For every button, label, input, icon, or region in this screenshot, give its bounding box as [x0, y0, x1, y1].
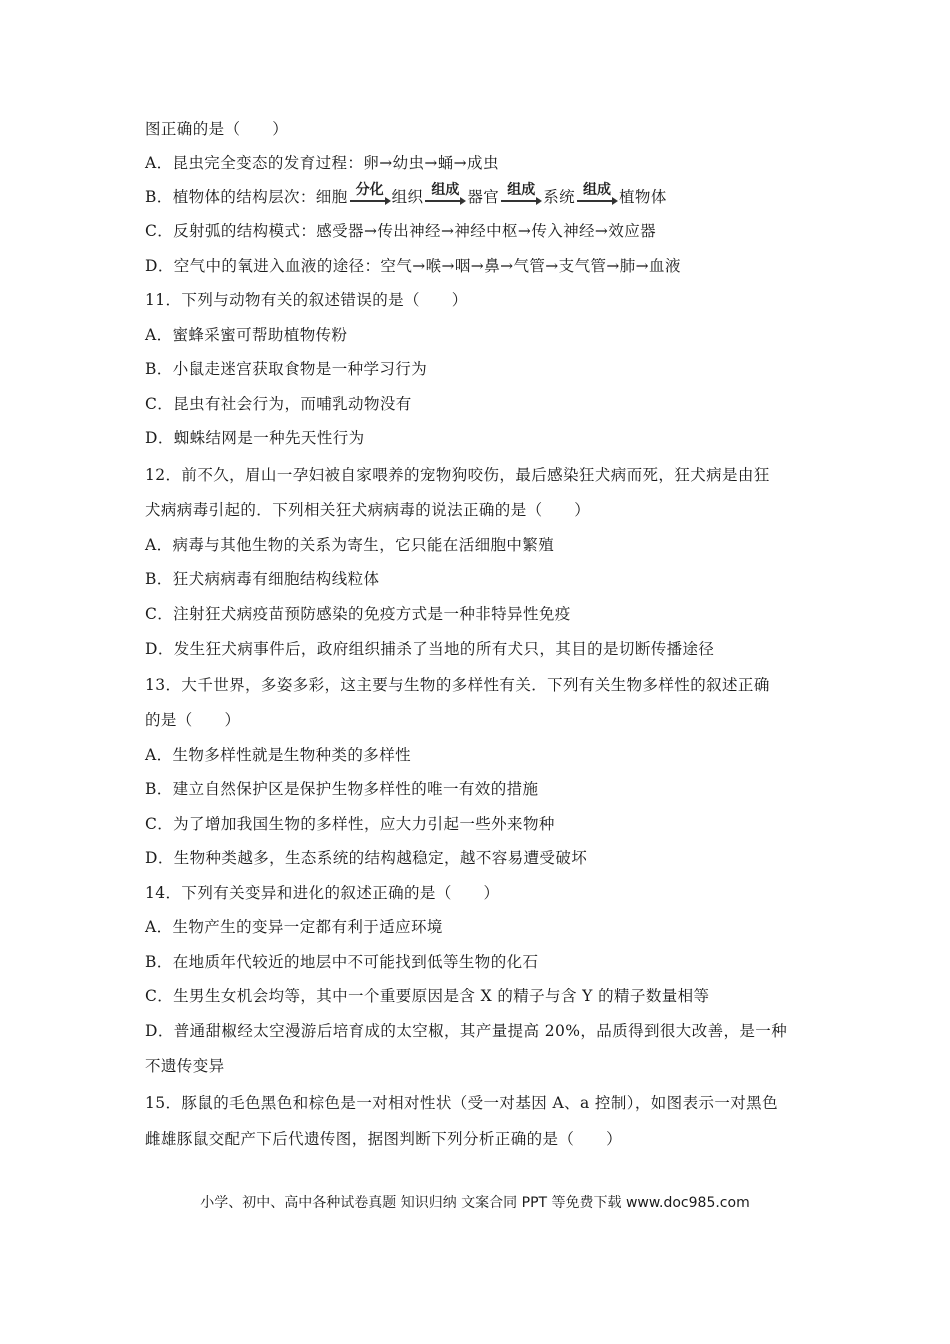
option-b-text: 系统: [543, 188, 576, 206]
option-b-text: 组织: [391, 188, 424, 206]
arrow-shaft: [501, 200, 538, 202]
option-d: D．生物种类越多，生态系统的结构越稳定，越不容易遭受破坏: [145, 849, 588, 867]
arrow-shaft: [577, 200, 614, 202]
option-b: B．狂犬病病毒有细胞结构线粒体: [145, 570, 380, 588]
arrow-right-icon: [536, 197, 542, 205]
arrow-shaft: [350, 200, 387, 202]
option-b-text: 植物体: [619, 188, 667, 206]
page-footer: 小学、初中、高中各种试卷真题 知识归纳 文案合同 PPT 等免费下载 www.doc985.com: [200, 1195, 750, 1211]
option-d-cont: 不遗传变异: [145, 1057, 225, 1075]
arrow-right-icon: [385, 197, 391, 205]
option-a: A．昆虫完全变态的发育过程：卵→幼虫→蛹→成虫: [145, 154, 499, 172]
question-12-stem: 12．前不久，眉山一孕妇被自家喂养的宠物狗咬伤，最后感染狂犬病而死，狂犬病是由狂: [145, 466, 770, 484]
compose-arrow: [575, 182, 619, 207]
question-15-stem: 15．豚鼠的毛色黑色和棕色是一对相对性状（受一对基因 A、a 控制），如图表示一对黑色: [145, 1094, 778, 1112]
option-a: A．蜜蜂采蜜可帮助植物传粉: [145, 326, 348, 344]
question-14-stem: 14．下列有关变异和进化的叙述正确的是（ ）: [145, 884, 500, 902]
arrow-label: 组成: [583, 182, 612, 198]
arrow-label: 组成: [507, 182, 536, 198]
option-b-text: 器官: [467, 188, 500, 206]
compose-arrow: [499, 182, 543, 207]
option-d: D．普通甜椒经太空漫游后培育成的太空椒，其产量提高 20%，品质得到很大改善，是一种: [145, 1022, 788, 1040]
arrow-label: 组成: [431, 182, 460, 198]
option-a: A．病毒与其他生物的关系为寄生，它只能在活细胞中繁殖: [145, 536, 555, 554]
question-13-stem-cont: 的是（ ）: [145, 711, 241, 729]
question-11-stem: 11．下列与动物有关的叙述错误的是（ ）: [145, 291, 468, 309]
option-c: C．反射弧的结构模式：感受器→传出神经→神经中枢→传入神经→效应器: [145, 222, 657, 240]
option-c: C．注射狂犬病疫苗预防感染的免疫方式是一种非特异性免疫: [145, 605, 571, 623]
arrow-label: 分化: [355, 182, 384, 198]
option-d: D．发生狂犬病事件后，政府组织捕杀了当地的所有犬只，其目的是切断传播途径: [145, 640, 715, 658]
option-b: [145, 182, 667, 207]
option-a: A．生物多样性就是生物种类的多样性: [145, 746, 411, 764]
arrow-shaft: [425, 200, 462, 202]
arrow-right-icon: [460, 197, 466, 205]
option-c: C．为了增加我国生物的多样性，应大力引起一些外来物种: [145, 815, 555, 833]
option-a: A．生物产生的变异一定都有利于适应环境: [145, 918, 443, 936]
option-c: C．昆虫有社会行为，而哺乳动物没有: [145, 395, 412, 413]
option-b: B．小鼠走迷宫获取食物是一种学习行为: [145, 360, 428, 378]
compose-arrow: [423, 182, 467, 207]
question-12-stem-cont: 犬病病毒引起的．下列相关狂犬病病毒的说法正确的是（ ）: [145, 501, 591, 519]
option-b: B．在地质年代较近的地层中不可能找到低等生物的化石: [145, 953, 539, 971]
option-c: C．生男生女机会均等，其中一个重要原因是含 X 的精子与含 Y 的精子数量相等: [145, 987, 710, 1005]
option-d: D．空气中的氧进入血液的途径：空气→喉→咽→鼻→气管→支气管→肺→血液: [145, 257, 681, 275]
option-d: D．蜘蛛结网是一种先天性行为: [145, 429, 365, 447]
differentiation-arrow: [348, 182, 392, 207]
option-b-text: B．植物体的结构层次：细胞: [145, 188, 348, 206]
question-13-stem: 13．大千世界，多姿多彩，这主要与生物的多样性有关．下列有关生物多样性的叙述正确: [145, 676, 770, 694]
arrow-right-icon: [612, 197, 618, 205]
question-10-stem-end: 图正确的是（ ）: [145, 120, 289, 138]
option-b: B．建立自然保护区是保护生物多样性的唯一有效的措施: [145, 780, 539, 798]
question-15-stem-cont: 雌雄豚鼠交配产下后代遗传图，据图判断下列分析正确的是（ ）: [145, 1130, 623, 1148]
